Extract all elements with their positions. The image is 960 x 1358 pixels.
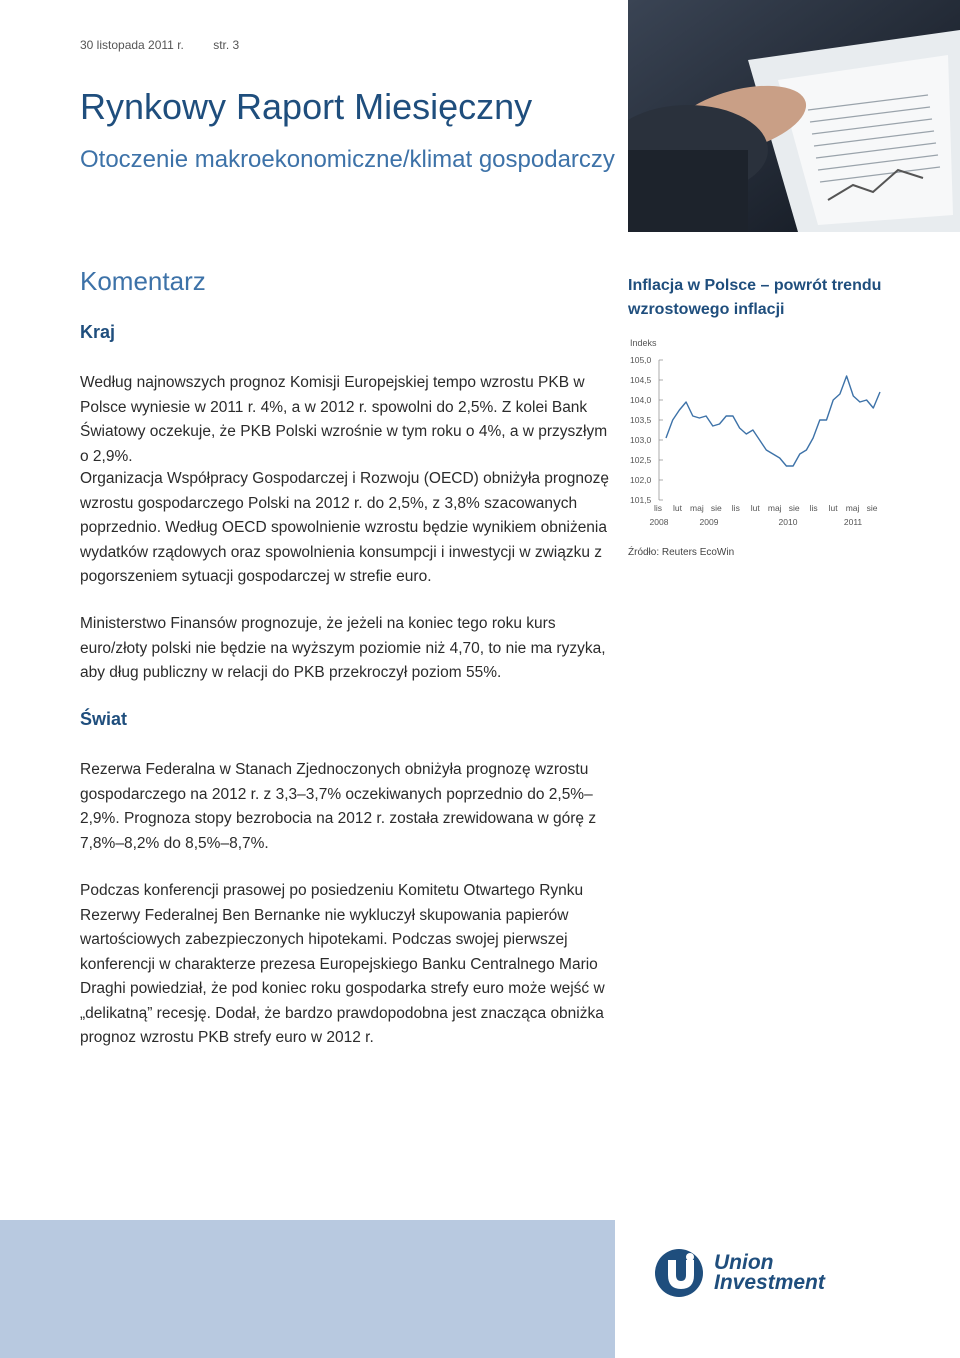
y-tick-label: 102,0	[630, 475, 652, 485]
x-tick-label: sie	[788, 503, 800, 513]
y-tick-label: 105,0	[630, 355, 652, 365]
header-photo	[628, 0, 960, 232]
x-tick-label: maj	[845, 503, 860, 513]
x-year-label: 2009	[699, 517, 719, 527]
chart-source: Źródło: Reuters EcoWin	[628, 547, 735, 558]
section-komentarz: Komentarz	[80, 266, 206, 296]
union-investment-logo	[654, 1248, 825, 1298]
page-number: str. 3	[213, 38, 240, 52]
x-tick-label: maj	[690, 503, 704, 513]
y-tick-label: 101,5	[630, 495, 652, 505]
logo-wordmark	[714, 1253, 825, 1293]
x-tick-label: lis	[653, 503, 663, 513]
business-hands-image	[628, 0, 960, 232]
x-tick-label: lis	[809, 503, 818, 513]
x-tick-label: sie	[866, 503, 878, 513]
chart-title: Inflacja w Polsce – powrót trendu wzrostowego inflacji	[628, 277, 882, 318]
x-tick-label: lis	[731, 503, 740, 513]
x-tick-label: lut	[672, 503, 682, 513]
inflation-chart-svg	[628, 330, 888, 530]
paragraph-kraj-2: Organizacja Współpracy Gospodarczej i Rozwoju (OECD) obniżyła prognozę wzrostu gospodarczego Polski na 2012 r. do 2,5%, z 3,8% szacowanych poprzednio. Według OECD spowolnienie wzrostu będzie wynikiem obniżenia wydatków rządowych oraz spowolnienia konsumpcji i inwestycji w związku z pogorszeniem sytuacji gospodarczej w strefie euro.	[80, 470, 609, 585]
y-axis-label: Indeks	[630, 338, 657, 348]
x-year-label: 2011	[843, 517, 863, 527]
y-tick-label: 102,5	[630, 455, 652, 465]
section-kraj: Kraj	[80, 322, 116, 342]
union-investment-logo-icon	[654, 1248, 704, 1298]
report-date: 30 listopada 2011 r.	[80, 38, 184, 52]
x-tick-label: lut	[828, 503, 838, 513]
paragraph-swiat-1: Rezerwa Federalna w Stanach Zjednoczonych obniżyła prognozę wzrostu gospodarczego na 2012 r. z 3,3–3,7% oczekiwanych poprzednio do 2,5%–2,9%. Prognoza stopy bezrobocia na 2012 r. została zrewidowana w górę z 7,8%–8,2% do 8,5%–8,7%.	[80, 761, 597, 852]
x-tick-label: sie	[710, 503, 722, 513]
series-line	[666, 376, 880, 466]
section-swiat: Świat	[80, 709, 128, 729]
x-tick-label: lut	[750, 503, 760, 513]
logo-line-union: Union	[714, 1251, 774, 1274]
y-tick-label: 103,0	[630, 435, 652, 445]
x-year-label: 2008	[649, 517, 669, 527]
x-tick-label: maj	[767, 503, 782, 513]
y-tick-label: 104,0	[630, 395, 652, 405]
x-year-label: 2010	[778, 517, 798, 527]
paragraph-kraj-3: Ministerstwo Finansów prognozuje, że jeżeli na koniec tego roku kurs euro/złoty polski nie będzie na wyższym poziomie niż 4,70, to nie ma ryzyka, aby dług publiczny w relacji do PKB przekroczył poziom 55%.	[80, 615, 606, 681]
paragraph-kraj-1: Według najnowszych prognoz Komisji Europejskiej tempo wzrostu PKB w Polsce wyniesie w 2011 r. 4%, a w 2012 r. spowolni do 2,5%. Z kolei Bank Światowy oczekuje, że PKB Polski wzrośnie w tym roku o 4%, a w przyszłym o 2,9%.	[80, 374, 608, 465]
paragraph-swiat-2: Podczas konferencji prasowej po posiedzeniu Komitetu Otwartego Rynku Rezerwy Federalnej Ben Bernanke nie wykluczył skupowania papierów wartościowych zabezpieczonych hipotekami. Podczas swojej pierwszej konferencji w charakterze prezesa Europejskiego Banku Centralnego Mario Draghi powiedział, że pod koniec roku gospodarka strefy euro może wejść w „delikatną” recesję. Dodał, że bardzo prawdopodobna jest znacząca obniżka prognoz wzrostu PKB strefy euro w 2012 r.	[80, 882, 605, 1046]
y-tick-label: 103,5	[630, 415, 652, 425]
y-tick-label: 104,5	[630, 375, 652, 385]
report-subtitle: Otoczenie makroekonomiczne/klimat gospodarczy	[80, 146, 615, 173]
header-meta	[80, 38, 265, 52]
report-title: Rynkowy Raport Miesięczny	[80, 86, 533, 127]
inflation-chart	[628, 330, 888, 535]
logo-line-investment: Investment	[714, 1271, 825, 1294]
